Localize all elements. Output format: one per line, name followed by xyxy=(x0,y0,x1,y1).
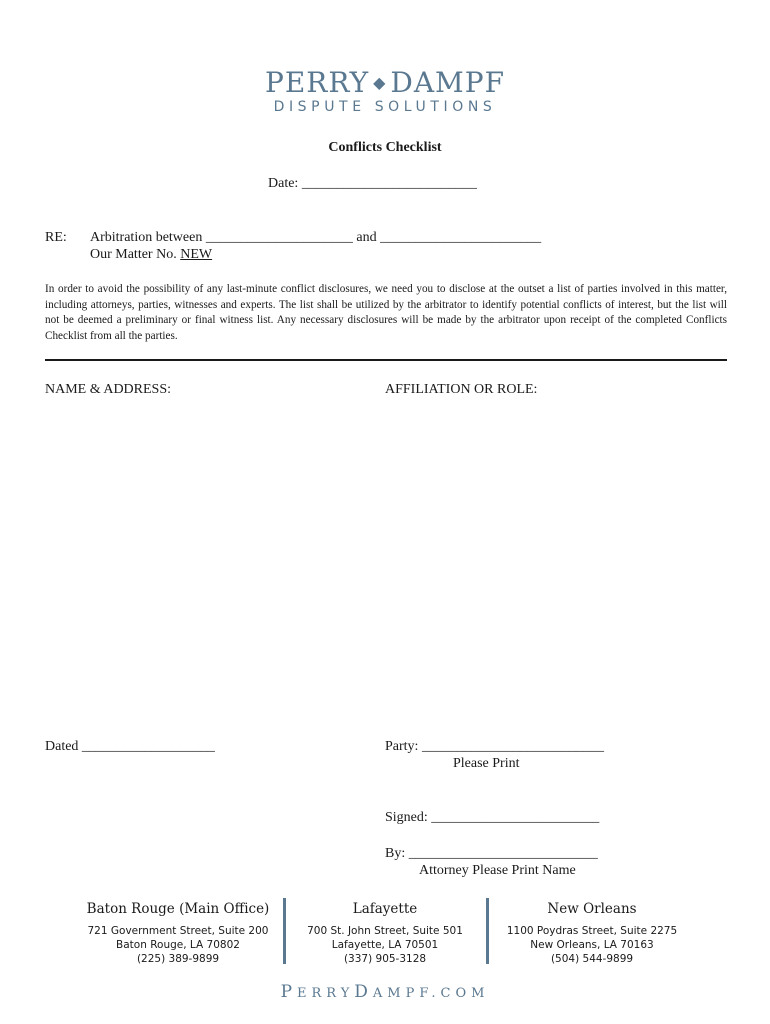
website-p: P xyxy=(280,982,298,1002)
office-divider xyxy=(486,898,489,964)
attorney-print-label: Attorney Please Print Name xyxy=(419,863,576,878)
website-link[interactable] xyxy=(0,982,770,1002)
office-name: Baton Rouge (Main Office) xyxy=(86,901,270,917)
office-divider xyxy=(283,898,286,964)
date-field[interactable]: Date: _________________________ xyxy=(268,176,477,191)
intro-paragraph: In order to avoid the possibility of any last-minute conflict disclosures, we need you to disclose at the outset a list of parties involved in this matter, including attorneys, parties, witnesses and experts. The list shall be utilized by the arbitrator to identify potential conflicts of interest, but the list will not be deemed a preliminary or final witness list. Any necessary disclosures will be made by the arbitrator upon receipt of the completed Conflicts Checklist from all the parties. xyxy=(45,283,727,342)
matter-number-label: Our Matter No. xyxy=(90,247,181,262)
office-name: New Orleans xyxy=(547,901,637,917)
logo-dampf: DAMPF xyxy=(390,66,505,99)
office-baton-rouge xyxy=(80,900,276,966)
name-address-heading: NAME & ADDRESS: xyxy=(45,382,172,397)
website-d: D xyxy=(354,982,373,1002)
office-city: Baton Rouge, LA 70802 xyxy=(116,939,240,951)
logo-wordmark xyxy=(0,66,770,100)
logo-perry: PERRY xyxy=(265,66,370,99)
matter-number xyxy=(90,247,212,263)
party-field[interactable]: Party: __________________________ xyxy=(385,739,604,754)
office-street: 721 Government Street, Suite 200 xyxy=(87,925,269,937)
arbitration-parties-field[interactable]: Arbitration between _____________________ and _______________________ xyxy=(90,230,542,245)
office-phone: (504) 544-9899 xyxy=(550,953,634,965)
office-name: Lafayette xyxy=(352,901,418,917)
office-street: 700 St. John Street, Suite 501 xyxy=(307,925,463,937)
matter-number-value: NEW xyxy=(180,247,213,262)
logo-subtitle: DISPUTE SOLUTIONS xyxy=(273,99,497,115)
affiliation-role-heading: AFFILIATION OR ROLE: xyxy=(385,382,538,397)
office-street: 1100 Poydras Street, Suite 2275 xyxy=(506,925,678,937)
dated-field[interactable]: Dated ___________________ xyxy=(45,739,215,754)
website-ampf: AMPF.COM xyxy=(372,986,490,1001)
re-label: RE: xyxy=(45,230,67,245)
office-new-orleans xyxy=(494,900,690,966)
office-lafayette xyxy=(290,900,480,966)
office-city: New Orleans, LA 70163 xyxy=(530,939,654,951)
please-print-label: Please Print xyxy=(453,756,520,771)
by-field[interactable]: By: ___________________________ xyxy=(385,846,598,861)
office-city: Lafayette, LA 70501 xyxy=(331,939,439,951)
office-phone: (337) 905-3128 xyxy=(343,953,427,965)
section-divider xyxy=(45,359,727,361)
signed-field[interactable]: Signed: ________________________ xyxy=(385,810,600,825)
logo-diamond-icon: ◆ xyxy=(373,73,387,92)
office-phone: (225) 389-9899 xyxy=(136,953,220,965)
website-erry: ERRY xyxy=(297,986,355,1001)
form-title: Conflicts Checklist xyxy=(328,140,442,155)
